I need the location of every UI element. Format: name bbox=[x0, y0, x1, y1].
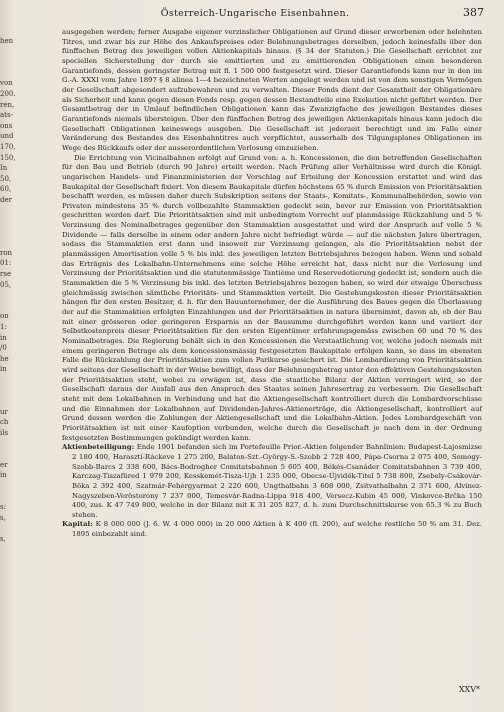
margin-fragment: /0 bbox=[0, 344, 7, 353]
margin-fragment bbox=[0, 492, 18, 503]
margin-fragment bbox=[0, 237, 18, 248]
margin-fragment bbox=[0, 57, 18, 68]
margin-fragment: s, bbox=[0, 534, 6, 543]
margin-fragment: ats- bbox=[0, 111, 13, 120]
margin-fragment bbox=[0, 301, 18, 312]
share-holdings-label: Aktienbeteiligung: bbox=[62, 443, 135, 452]
margin-fragment: 05, bbox=[0, 280, 12, 289]
margin-fragment: In bbox=[0, 164, 8, 173]
margin-fragment: he bbox=[0, 354, 9, 363]
margin-fragment: und bbox=[0, 132, 14, 141]
margin-fragment bbox=[0, 386, 18, 397]
margin-fragment: 150, bbox=[0, 153, 16, 162]
margin-fragment: rse bbox=[0, 270, 12, 279]
margin-fragment bbox=[0, 375, 18, 386]
margin-fragment bbox=[0, 206, 18, 217]
margin-fragment: ons bbox=[0, 121, 13, 130]
margin-fragment: 60, bbox=[0, 185, 12, 194]
margin-fragment: in bbox=[0, 471, 7, 480]
margin-fragment bbox=[0, 216, 18, 227]
body-text bbox=[62, 28, 482, 540]
margin-fragment bbox=[0, 68, 18, 79]
margin-fragment: hen bbox=[0, 37, 14, 45]
margin-fragment: 170, bbox=[0, 142, 16, 151]
paragraph-capital bbox=[62, 520, 482, 539]
margin-fragment: s, bbox=[0, 513, 6, 522]
margin-fragment bbox=[0, 227, 18, 238]
margin-fragment: von bbox=[0, 79, 13, 88]
capital-text: K 8 000 000 (J. 6. W. 4 000 000) in 20 000 Aktien à K 400 (fl. 200), auf welche restliche 50 % am 31. Dez. 1895 einbezahlt sind. bbox=[72, 520, 482, 539]
margin-fragment: s: bbox=[0, 503, 6, 512]
share-holdings-text: Ende 1901 befanden sich im Portefeuille Prior.-Aktien folgender Bahnlinien: Budapest-Lajosmizse 2 180 400, Harasztí-Ráckeve 1 275 200, Balaton-Szt.-György-S.-Szobb 2 728 400, Pápa-Csorna 2 075 400, Somogy-Szobb-Barcs 2 338 600, Bács-Bodrogher Comitatsbahnen 5 605 400, Békés-Csanáder Comitatsbahnen 3 739 400, Karczag-Tiszafüred 1 979 200, Kesskemét-Tisza-Ujh 1 235 000, Obecse-Újvidék-Titel 5 738 800, Zsebely-Csákovár-Böka 2 392 400, Szatmár-Fehérgyarmat 2 220 600, Ungthalbahn 3 608 000, Zsitvathalbahn 2 371 600, Alvinez-Nagyszeben-Veröstorony 7 237 000, Temesvár-Radna-Lippa 918 400, Versecz-Kubin 45 000, Vinkovce-Brčka 150 400, zus. K 47 749 800, welche in der Bilanz mit K 31 205 827, d. h. zum Durchschnittskurse von 65.3 % zu Buch stehen. bbox=[72, 443, 482, 519]
margin-fragment: ron bbox=[0, 248, 13, 257]
capital-label: Kapital: bbox=[62, 520, 93, 529]
margin-fragment: on bbox=[0, 312, 9, 321]
margin-fragment bbox=[0, 481, 18, 492]
margin-fragment: er bbox=[0, 460, 8, 469]
running-head: Österreich-Ungarische Eisenbahnen. bbox=[160, 8, 350, 19]
paragraph-vicinal-railways: Die Errichtung von Vicinalbahnen erfolgt auf Grund von: a. h. Koncessionen, die den betreffenden Gesellschaften für den Bau und Betrieb (durch 90 Jahre) erteilt werden. Nach Prüfung aller Verhältnisse wird durch die Königl. ungarischen Handels- und Finanzministerien der Vorschlag auf Erteilung der Koncession erstattet und wird das Baukapital der Gesellschaft fixiert. Von diesem Baukapitale dürfen höchstens 65 % durch Emission von Prioritätsaktien beschafft werden, es müssen daher durch Subskription seitens der Staats-, Komitats-, Kommunalbehörden, sowie von Privaten mindestens 35 % durch vollbezahlte Stammaktien gedeckt sein, bevor zur Emission von Prioritätsaktien geschritten werden darf. Die Prioritätsaktien sind mit unbedingtem Vorrecht auf planmässige Rückzahlung und 5 % Verzinsung des Nominalbetrages gegenüber den Stammaktien ausgestattet und wird der Anspruch auf volle 5 % Dividende — falls derselbe in einem oder andern Jahre nicht befriedigt würde — auf die nächsten Jahre übertragen, sodass die Stammaktien erst dann und insoweit zur Verzinsung gelangen, als die Prioritätsaktien nebst der planmässigen Amortisation volle 5 % bis inkl. des jeweiligen letzten Betriebsjahres bezogen haben. Wenn und sobald das Erträgnis des Lokalbahn-Unternehmens eine solche Höhe erreicht hat, dass nicht nur die Verlosung und Verzinsung der Prioritätsaktien und die statutenmässige Tantième und Reservedotierung gedeckt ist, sondern auch die Stammaktien die 5 % Verzinsung bis inkl. des letzten Betriebsjahres bezogen haben, so wird der etwaige Überschuss gleichmässig zwischen sämtliche Prioritäts- und Stammaktien verteilt. Die Gestehungskosten dieser Prioritätsaktien hängen für den ersten Besitzer, d. h. für den Bauunternehmer, der die Ausführung des Baues gegen die Überlassung der auf die Stammaktien erfolgten Einzahlungen und der Prioritätsaktien in natura übernimmt, davon ab, ob der Bau mit einer grösseren oder geringeren Ersparnis an der Bausumme durchgeführt werden kann und variiert der Selbstkostenpreis dieser Prioritätsaktien für den ersten Eigentümer erfahrungsgemäss zwischen 60 und 70 % des Nominalbetrages. Die Regierung behält sich in den Koncessionen die Verstaatlichung vor, welche jedoch niemals mit einem geringeren Betrage als dem koncessionsmässig festgesetzten Baukapitale erfolgen kann, so dass im ebensten Falle die Rückzahlung der Prioritätsaktien zum vollen Parikurse gesichert ist. Die Lombardierung von Prioritätsaktien wird seitens der Gesellschaft in der Weise bewilligt, dass der Belehnungsbetrag unter den effektiven Gestehungskosten der Prioritätsaktien steht, wobei zu erwägen ist, dass die staatliche Bilanz der Aktien verringert wird, so der Gesellschaft daraus der Ausfall aus den Anspruch des Staates seinen Jahresertrag zu verbessern. Die Gesellschaft steht mit dem Lokalbahnen in Verbindung und hat die Aktiengesellschaft kontrolliert durch die Lombardvorschüsse und die Einnahmen der Lokalbahnen auf Dividenden-Jahres-Aktienerträge, die Aktiengesellschaft, kontrolliert auf Grund dessen werden die Zahlungen der Aktiengesellschaft und die Lokalbahn-Aktien. Jedes Lombardgeschäft von Prioritätsaktien ist mit einer Kaufoption verbunden, welche durch die Gesellschaft je nach dem in der Ordnung festgesetzten Bestimmungen gekündigt werden kann. bbox=[62, 153, 482, 442]
margin-fragment bbox=[0, 396, 18, 407]
margin-fragment: ren, bbox=[0, 100, 15, 109]
margin-fragment bbox=[0, 47, 18, 58]
page-header bbox=[26, 6, 484, 24]
margin-fragment: 01: bbox=[0, 259, 12, 268]
margin-fragment bbox=[0, 290, 18, 301]
paragraph-bonds: ausgegeben werden; ferner Ausgabe eigener verzinslicher Obligationen auf Grund dieser erworbenen oder belehnten Titres, und zwar bis zur Höhe des Ankaufspreises oder Belehnungsbetrages derselben, jedoch keinesfalls über den fünffachen Betrag des jeweiligen vollen Aktienkapitals hinaus. (§ 34 der Statuten.) Die Gesellschaft errichtet zur speciellen Sicherstellung der durch sie emittierten und zu emittierenden Obligationen einen besonderen Garantiefonds, dessen geringster Betrag mit fl. 1 500 000 festgesetzt wird. Dieser Garantiefonds kann nur in den im G.-A. XXXI vom Jahre 1897 § 8 alinea 1—4 bezeichneten Werten angelegt werden und ist von dem sonstigen Vermögen der Gesellschaft abgesondert aufzubewahren und zu verwalten. Dieser Fonds dient der Gesamtheit der Obligationäre als Sicherheit und kann gegen diesen Fonds resp. gegen dessen Bestandteile eine Exekution nicht geführt werden. Der Gesamtbetrag der in Umlauf befindlichen Obligationen kann das Zwanzigfache des jeweiligen Bestandes dieses Garantiefonds niemals übersteigen. Über den fünffachen Betrag des jeweiligen Aktienkapitals hinaus kann jedoch die Gesellschaft Obligationen keineswegs ausgeben. Die Gesellschaft ist jederzeit berechtigt und im Falle einer Veränderung des Bestandes des Eisenbahntitres auch verpflichtet, ausserhalb des Tilgungsplanes Obligationen im Wege des Rückkaufs oder der ausserordentlichen Verlosung einzuziehen. bbox=[62, 28, 482, 152]
margin-fragment: 200. bbox=[0, 89, 16, 98]
signature-mark: XXV* bbox=[458, 685, 480, 694]
margin-fragment: der bbox=[0, 195, 12, 204]
margin-fragment: 50, bbox=[0, 174, 12, 183]
margin-fragment: 1: bbox=[0, 323, 7, 332]
margin-fragment: ch bbox=[0, 418, 9, 427]
margin-fragment: in bbox=[0, 365, 7, 374]
margin-fragment: ur bbox=[0, 407, 8, 416]
margin-fragment bbox=[0, 439, 18, 450]
page-number: 387 bbox=[463, 6, 484, 19]
margin-fragment: ils bbox=[0, 428, 9, 437]
margin-fragment bbox=[0, 523, 18, 534]
paragraph-share-holdings bbox=[62, 443, 482, 520]
margin-fragment bbox=[0, 449, 18, 460]
previous-page-margin-fragments bbox=[0, 36, 18, 596]
margin-fragment: in bbox=[0, 333, 7, 342]
